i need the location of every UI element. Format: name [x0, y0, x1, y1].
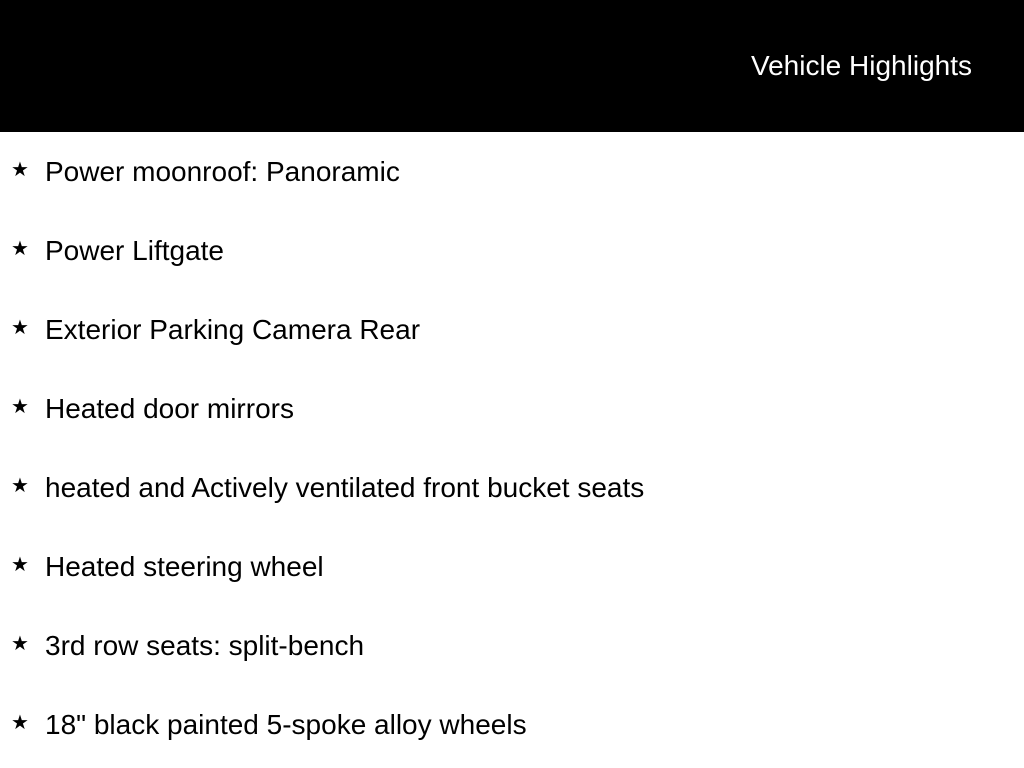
highlight-label: Heated door mirrors — [45, 393, 294, 424]
list-item — [0, 211, 1024, 290]
list-item — [0, 606, 1024, 685]
list-item — [0, 369, 1024, 448]
star-icon: ★ — [11, 554, 29, 576]
list-item — [0, 132, 1024, 211]
star-icon: ★ — [11, 238, 29, 260]
highlight-label: 18" black painted 5-spoke alloy wheels — [45, 709, 527, 740]
list-item — [0, 448, 1024, 527]
highlight-label: Power moonroof: Panoramic — [45, 156, 400, 187]
highlight-label: 3rd row seats: split-bench — [45, 630, 365, 661]
highlight-label: heated and Actively ventilated front bucket seats — [45, 472, 645, 503]
star-icon: ★ — [11, 712, 29, 734]
star-icon: ★ — [11, 475, 29, 497]
page-title: Vehicle Highlights — [750, 50, 972, 81]
highlight-label: Exterior Parking Camera Rear — [45, 314, 421, 345]
list-item — [0, 527, 1024, 606]
highlights-list — [0, 132, 1024, 764]
star-icon: ★ — [11, 159, 29, 181]
star-icon: ★ — [11, 396, 29, 418]
star-icon: ★ — [11, 317, 29, 339]
highlight-label: Heated steering wheel — [45, 551, 324, 582]
header-bar — [0, 0, 1024, 132]
list-item — [0, 290, 1024, 369]
highlight-label: Power Liftgate — [45, 235, 224, 266]
star-icon: ★ — [11, 633, 29, 655]
list-item — [0, 685, 1024, 764]
